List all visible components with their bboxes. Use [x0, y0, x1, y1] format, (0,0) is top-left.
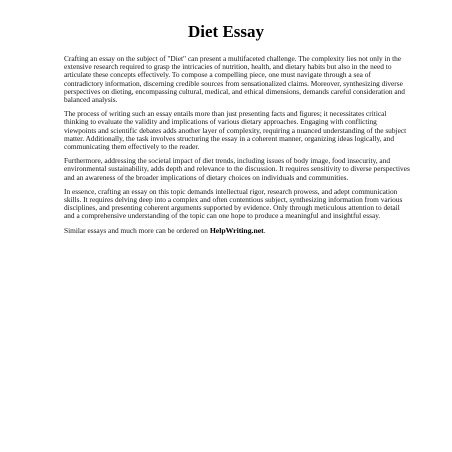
paragraph-societal-impact: Furthermore, addressing the societal impact of diet trends, including issues of body image, food insecurity, and environmental sustainability, adds depth and relevance to the discussion. It requires sensitivity to diverse perspectives and an awareness of the broader implications of dietary choices on individuals and communities.	[64, 156, 410, 182]
page-title: Diet Essay	[187, 22, 265, 41]
closing-line	[64, 227, 410, 235]
closing-prefix: Similar essays and much more can be ordered on	[64, 225, 208, 235]
paragraph-conclusion: In essence, crafting an essay on this topic demands intellectual rigor, research prowess, and adept communication skills. It requires delving deep into a complex and often contentious subject, synthesizing information from various disciplines, and presenting coherent arguments supported by evidence. Only through meticulous attention to detail and a comprehensive understanding of the topic can one hope to produce a meaningful and insightful essay.	[64, 186, 403, 221]
paragraph-writing-process: The process of writing such an essay entails more than just presenting facts and figures; it necessitates critical thinking to evaluate the validity and implications of various dietary approaches. Engaging with conflicting viewpoints and scientific debates adds another layer of complexity, requiring a nuanced understanding of the subject matter. Additionally, the task involves structuring the essay in a coherent manner, organizing ideas logically, and communicating them effectively to the reader.	[64, 109, 407, 152]
paragraph-intro: Crafting an essay on the subject of "Diet" can present a multifaceted challenge. The complexity lies not only in the extensive research required to grasp the intricacies of nutrition, health, and dietary habits but also in the need to articulate these concepts effectively. To compose a compelling piece, one must navigate through a sea of contradictory information, discerning credible sources from sensationalized claims. Moreover, synthesizing diverse perspectives on dieting, encompassing cultural, medical, and ethical dimensions, demands careful consideration and balanced analysis.	[64, 54, 405, 105]
closing-suffix: .	[263, 225, 266, 235]
brand-name: HelpWriting.net	[209, 225, 264, 235]
document-body	[64, 55, 410, 235]
